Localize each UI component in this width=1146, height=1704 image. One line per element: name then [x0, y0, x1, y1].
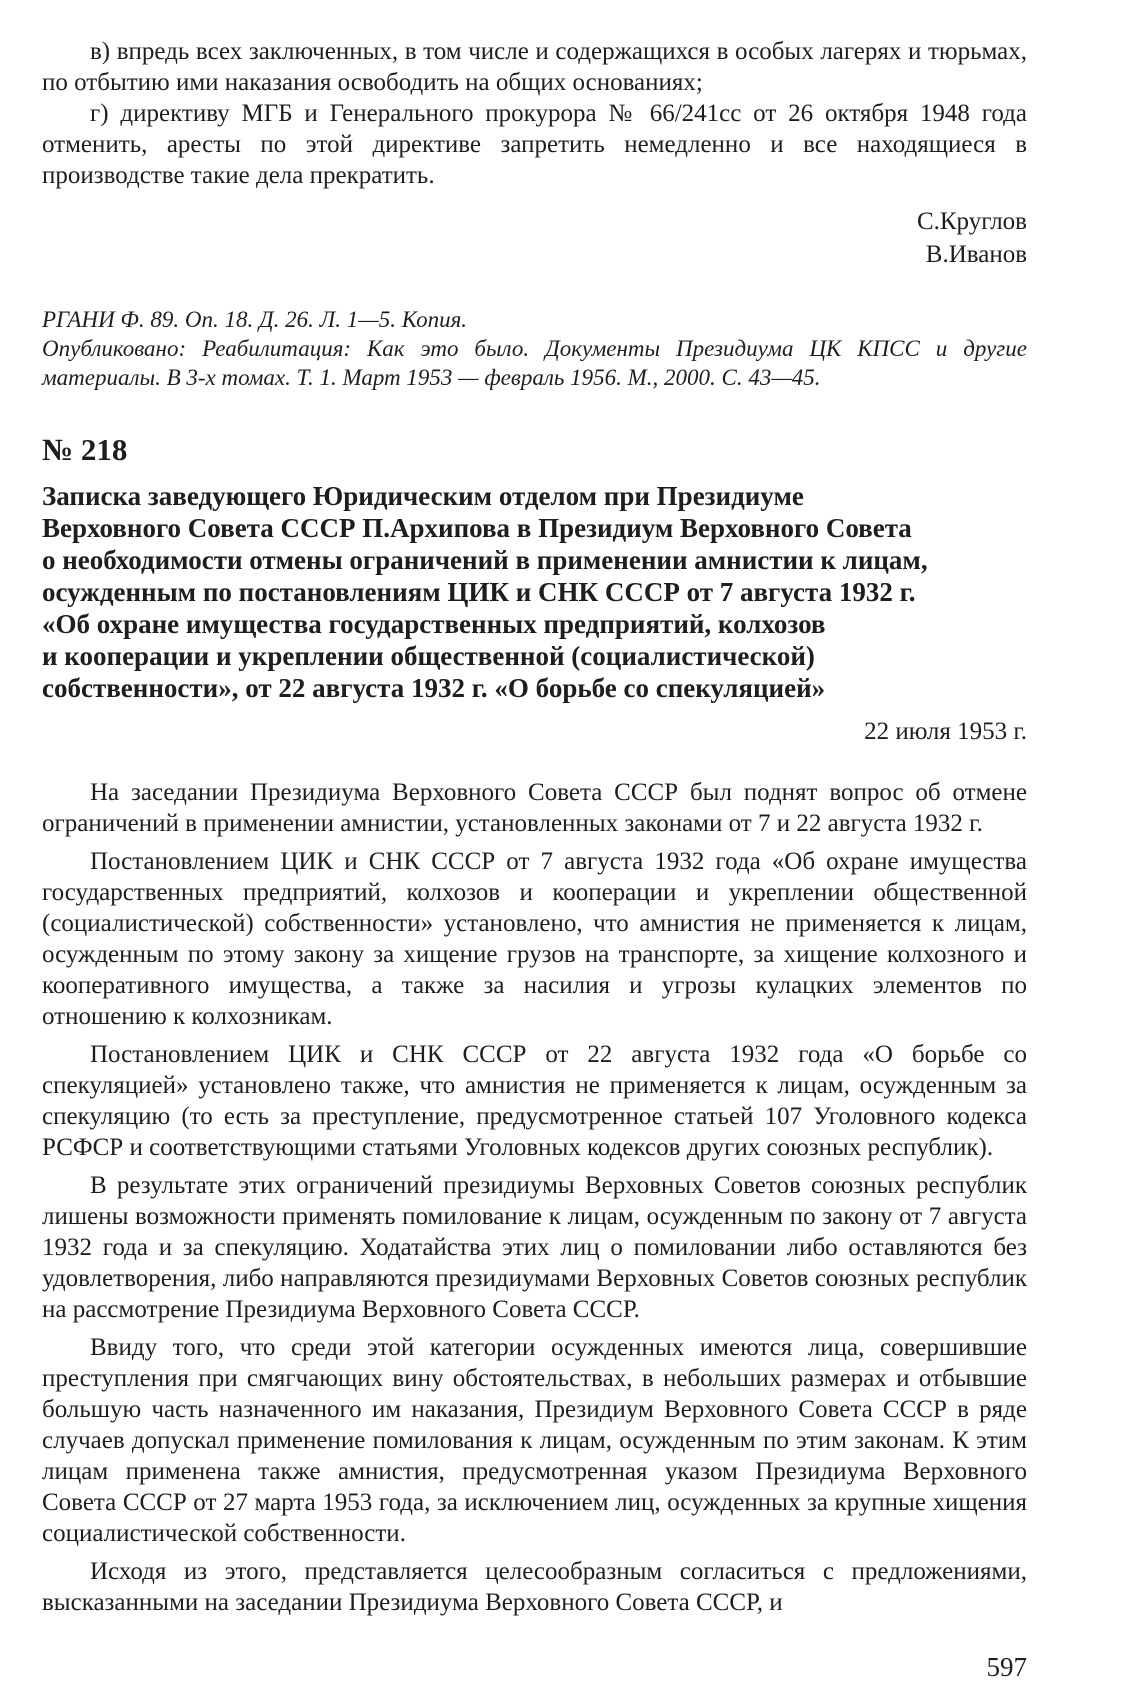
document-page	[42, 36, 1027, 1625]
title-line: и кооперации и укреплении общественной (социалистической)	[42, 641, 815, 671]
document-number: № 218	[42, 432, 128, 467]
paragraph-v: в) впредь всех заключенных, в том числе и содержащихся в особых лагерях и тюрьмах, по отбытию ими наказания освободить на общих основаниях;	[42, 38, 1027, 96]
title-line: «Об охране имущества государственных предприятий, колхозов	[42, 609, 826, 639]
body-paragraph: Ввиду того, что среди этой категории осужденных имеются лица, совершившие преступления при смягчающих вину обстоятельствах, в небольших размерах и отбывшие большую часть назначенного им наказания, Президиум Верховного Совета СССР в ряде случаев допускал применение помилования к лицам, осужденным по этим законам. К этим лицам применена также амнистия, предусмотренная указом Президиума Верховного Совета СССР от 27 марта 1953 года, за исключением лиц, осужденных за крупные хищения социалистической собственности.	[42, 1334, 1027, 1547]
title-line: собственности», от 22 августа 1932 г. «О борьбе со спекуляцией»	[42, 673, 826, 703]
page-number: 597	[986, 1652, 1027, 1682]
body-paragraph: Постановлением ЦИК и СНК СССР от 22 августа 1932 года «О борьбе со спекуляцией» установлено также, что амнистия не применяется к лицам, осужденным за спекуляцию (то есть за преступление, предусмотренное статьей 107 Уголовного кодекса РСФСР и соответствующими статьями Уголовных кодексов других союзных республик).	[42, 1041, 1027, 1161]
document-date: 22 июля 1953 г.	[864, 718, 1027, 745]
signatures	[42, 205, 1027, 271]
document-title	[42, 480, 1027, 704]
title-line: Записка заведующего Юридическим отделом при Президиуме	[42, 481, 804, 511]
archival-source	[42, 305, 1027, 392]
title-line: осужденным по постановлениям ЦИК и СНК СССР от 7 августа 1932 г.	[42, 577, 916, 607]
signature-ivanov: В.Иванов	[925, 241, 1027, 268]
archive-reference: РГАНИ Ф. 89. Оп. 18. Д. 26. Л. 1—5. Копия.	[42, 307, 468, 332]
continuation-text	[42, 36, 1027, 191]
publication-reference: Опубликовано: Реабилитация: Как это было. Документы Президиума ЦК КПСС и другие материалы. В 3-х томах. Т. 1. Март 1953 — февраль 1956. М., 2000. С. 43—45.	[42, 336, 1027, 390]
body-paragraph: На заседании Президиума Верховного Совета СССР был поднят вопрос об отмене ограничений в применении амнистии, установленных законами от 7 и 22 августа 1932 г.	[42, 779, 1027, 837]
document-body	[42, 777, 1027, 1618]
body-paragraph: Постановлением ЦИК и СНК СССР от 7 августа 1932 года «Об охране имущества государственных предприятий, колхозов и кооперации и укреплении общественной (социалистической) собственности» установлено, что амнистия не применяется к лицам, осужденным по этому закону за хищение грузов на транспорте, за хищение колхозного и кооперативного имущества, а также за насилия и угрозы кулацких элементов по отношению к колхозникам.	[42, 848, 1027, 1030]
paragraph-g: г) директиву МГБ и Генерального прокурора № 66/241сс от 26 октября 1948 года отменить, аресты по этой директиве запретить немедленно и все находящиеся в производстве такие дела прекратить.	[42, 100, 1027, 189]
body-paragraph: Исходя из этого, представляется целесообразным согласиться с предложениями, высказанными на заседании Президиума Верховного Совета СССР, и	[42, 1558, 1027, 1616]
title-line: о необходимости отмены ограничений в применении амнистии к лицам,	[42, 545, 928, 575]
title-line: Верховного Совета СССР П.Архипова в Президиум Верховного Совета	[42, 513, 912, 543]
signature-kruglov: С.Круглов	[916, 208, 1027, 235]
body-paragraph: В результате этих ограничений президиумы Верховных Советов союзных республик лишены возможности применять помилование к лицам, осужденным по закону от 7 августа 1932 года и за спекуляцию. Ходатайства этих лиц о помиловании либо оставляются без удовлетворения, либо направляются президиумами Верховных Советов союзных республик на рассмотрение Президиума Верховного Совета СССР.	[42, 1172, 1027, 1323]
